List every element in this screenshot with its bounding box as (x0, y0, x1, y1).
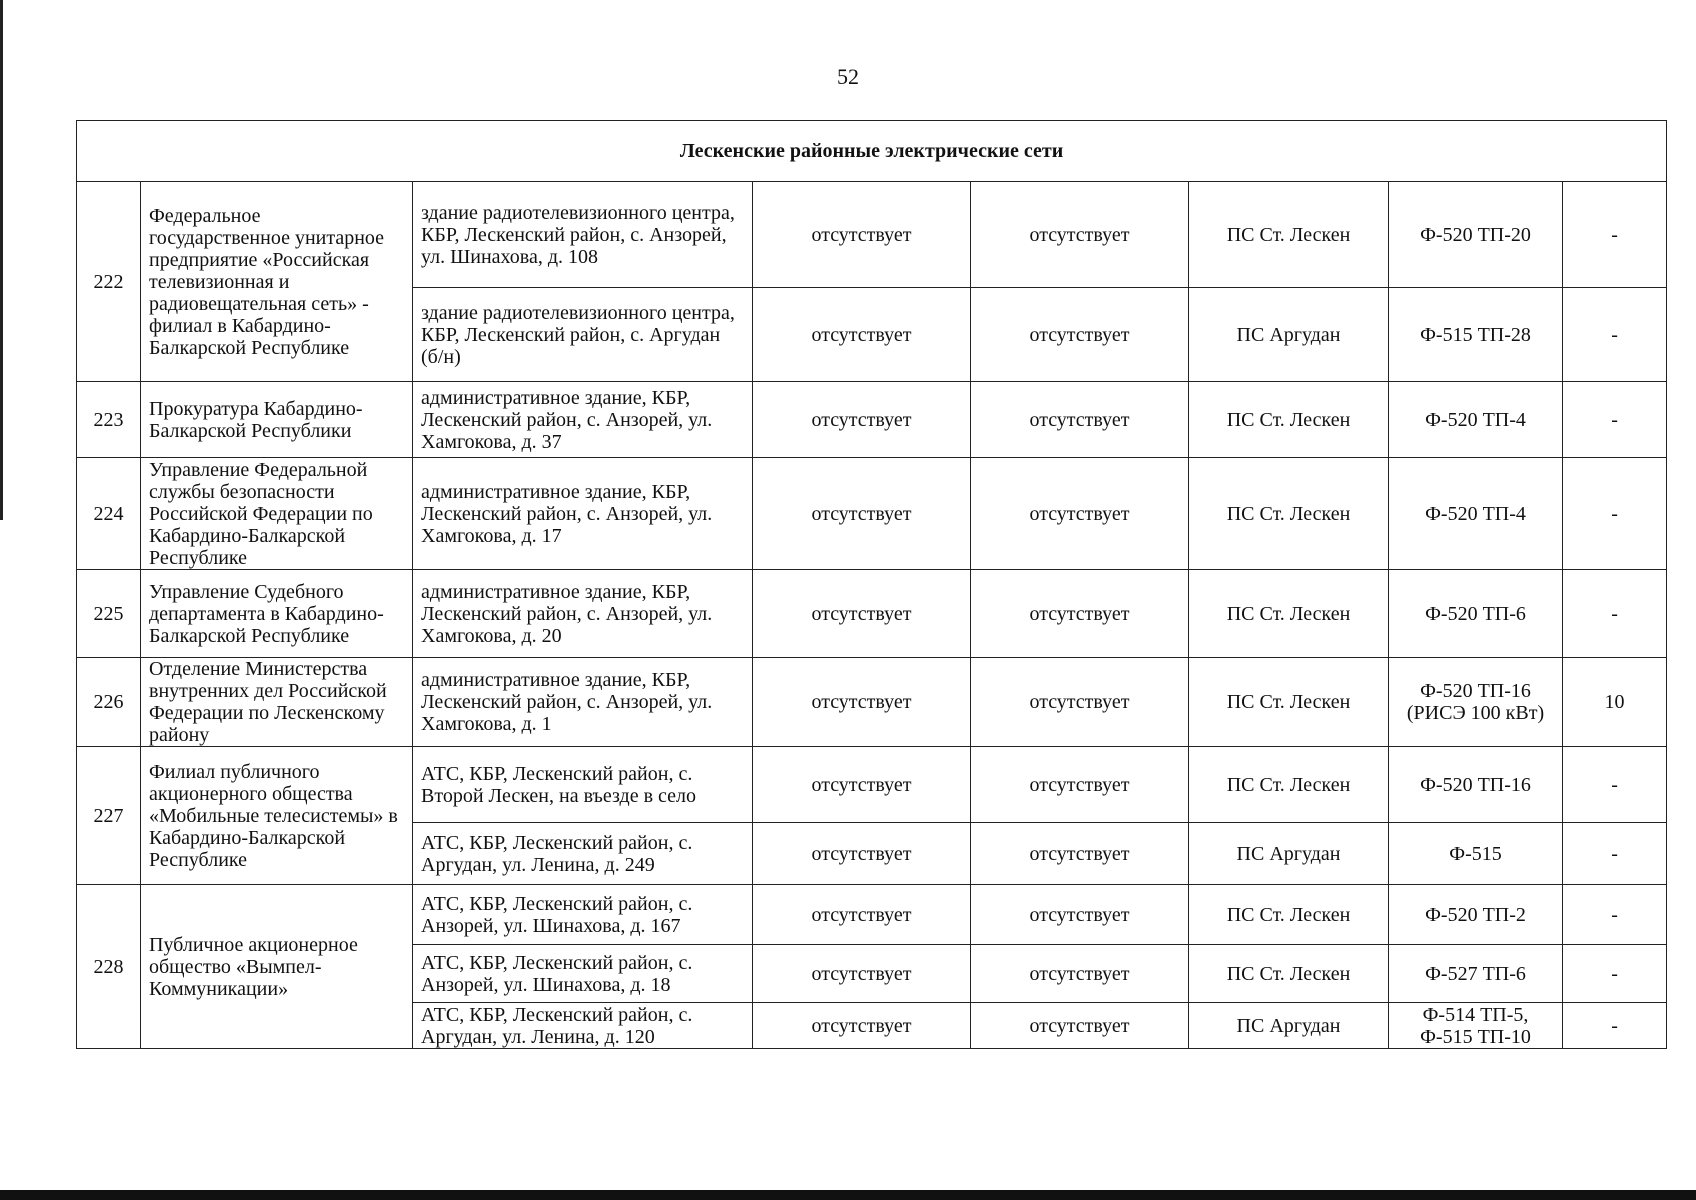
cell-col3: отсутствует (753, 458, 971, 570)
facility-address: АТС, КБР, Лескенский район, с. Анзорей, ул. Шинахова, д. 167 (413, 885, 753, 945)
feeder-cell: Ф-520 ТП-4 (1389, 382, 1563, 458)
cell-col4: отсутствует (971, 1003, 1189, 1049)
feeder-cell: Ф-520 ТП-6 (1389, 570, 1563, 658)
facility-address: административное здание, КБР, Лескенский район, с. Анзорей, ул. Хамгокова, д. 20 (413, 570, 753, 658)
table-row (77, 182, 1667, 288)
row-number: 226 (77, 658, 141, 747)
facility-address: АТС, КБР, Лескенский район, с. Второй Лескен, на въезде в село (413, 747, 753, 823)
table-row (77, 658, 1667, 747)
cell-col3: отсутствует (753, 1003, 971, 1049)
substation-cell: ПС Ст. Лескен (1189, 945, 1389, 1003)
last-cell: - (1563, 823, 1667, 885)
last-cell: - (1563, 945, 1667, 1003)
substation-cell: ПС Ст. Лескен (1189, 747, 1389, 823)
facility-address: АТС, КБР, Лескенский район, с. Аргудан, ул. Ленина, д. 120 (413, 1003, 753, 1049)
substation-cell: ПС Аргудан (1189, 823, 1389, 885)
facility-address: административное здание, КБР, Лескенский район, с. Анзорей, ул. Хамгокова, д. 17 (413, 458, 753, 570)
facility-address: здание радиотелевизионного центра, КБР, Лескенский район, с. Аргудан (б/н) (413, 288, 753, 382)
feeder-cell: Ф-520 ТП-16 (1389, 747, 1563, 823)
cell-col3: отсутствует (753, 823, 971, 885)
row-number: 222 (77, 182, 141, 382)
last-cell: - (1563, 288, 1667, 382)
feeder-cell: Ф-515 (1389, 823, 1563, 885)
table-row (77, 458, 1667, 570)
scan-edge-bottom (0, 1190, 1696, 1200)
row-number: 224 (77, 458, 141, 570)
cell-col4: отсутствует (971, 945, 1189, 1003)
feeder-cell: Ф-515 ТП-28 (1389, 288, 1563, 382)
cell-col3: отсутствует (753, 570, 971, 658)
cell-col3: отсутствует (753, 945, 971, 1003)
last-cell: - (1563, 570, 1667, 658)
cell-col4: отсутствует (971, 823, 1189, 885)
organization-name: Отделение Министерства внутренних дел Российской Федерации по Лескенскому району (141, 658, 413, 747)
substation-cell: ПС Аргудан (1189, 288, 1389, 382)
organization-name: Управление Федеральной службы безопасности Российской Федерации по Кабардино-Балкарской Республике (141, 458, 413, 570)
facility-address: административное здание, КБР, Лескенский район, с. Анзорей, ул. Хамгокова, д. 37 (413, 382, 753, 458)
row-number: 227 (77, 747, 141, 885)
cell-col4: отсутствует (971, 747, 1189, 823)
facilities-table (76, 120, 1667, 1049)
last-cell: - (1563, 747, 1667, 823)
organization-name: Публичное акционерное общество «Вымпел-Коммуникации» (141, 885, 413, 1049)
cell-col3: отсутствует (753, 288, 971, 382)
last-cell: - (1563, 382, 1667, 458)
substation-cell: ПС Ст. Лескен (1189, 658, 1389, 747)
cell-col3: отсутствует (753, 747, 971, 823)
last-cell: - (1563, 182, 1667, 288)
substation-cell: ПС Ст. Лескен (1189, 382, 1389, 458)
substation-cell: ПС Ст. Лескен (1189, 570, 1389, 658)
section-title: Лескенские районные электрические сети (77, 121, 1667, 182)
table-row (77, 747, 1667, 823)
facility-address: административное здание, КБР, Лескенский район, с. Анзорей, ул. Хамгокова, д. 1 (413, 658, 753, 747)
cell-col4: отсутствует (971, 458, 1189, 570)
substation-cell: ПС Ст. Лескен (1189, 182, 1389, 288)
cell-col3: отсутствует (753, 382, 971, 458)
cell-col4: отсутствует (971, 658, 1189, 747)
last-cell: - (1563, 885, 1667, 945)
substation-cell: ПС Аргудан (1189, 1003, 1389, 1049)
cell-col4: отсутствует (971, 885, 1189, 945)
feeder-cell: Ф-527 ТП-6 (1389, 945, 1563, 1003)
table-row (77, 885, 1667, 945)
feeder-cell: Ф-520 ТП-16 (РИСЭ 100 кВт) (1389, 658, 1563, 747)
table-row (77, 382, 1667, 458)
facility-address: здание радиотелевизионного центра, КБР, Лескенский район, с. Анзорей, ул. Шинахова, д. 108 (413, 182, 753, 288)
feeder-cell: Ф-520 ТП-4 (1389, 458, 1563, 570)
facility-address: АТС, КБР, Лескенский район, с. Аргудан, ул. Ленина, д. 249 (413, 823, 753, 885)
substation-cell: ПС Ст. Лескен (1189, 885, 1389, 945)
last-cell: 10 (1563, 658, 1667, 747)
last-cell: - (1563, 1003, 1667, 1049)
last-cell: - (1563, 458, 1667, 570)
page-number: 52 (837, 64, 859, 89)
cell-col4: отсутствует (971, 570, 1189, 658)
row-number: 228 (77, 885, 141, 1049)
organization-name: Прокуратура Кабардино-Балкарской Республики (141, 382, 413, 458)
organization-name: Филиал публичного акционерного общества «Мобильные телесистемы» в Кабардино-Балкарской Республике (141, 747, 413, 885)
feeder-cell: Ф-514 ТП-5, Ф-515 ТП-10 (1389, 1003, 1563, 1049)
cell-col4: отсутствует (971, 382, 1189, 458)
organization-name: Управление Судебного департамента в Кабардино-Балкарской Республике (141, 570, 413, 658)
table-row (77, 570, 1667, 658)
feeder-cell: Ф-520 ТП-2 (1389, 885, 1563, 945)
feeder-cell: Ф-520 ТП-20 (1389, 182, 1563, 288)
cell-col3: отсутствует (753, 885, 971, 945)
row-number: 223 (77, 382, 141, 458)
cell-col3: отсутствует (753, 658, 971, 747)
facility-address: АТС, КБР, Лескенский район, с. Анзорей, ул. Шинахова, д. 18 (413, 945, 753, 1003)
cell-col4: отсутствует (971, 288, 1189, 382)
row-number: 225 (77, 570, 141, 658)
cell-col4: отсутствует (971, 182, 1189, 288)
organization-name: Федеральное государственное унитарное предприятие «Российская телевизионная и радиовещательная сеть» - филиал в Кабардино-Балкарской Республике (141, 182, 413, 382)
cell-col3: отсутствует (753, 182, 971, 288)
substation-cell: ПС Ст. Лескен (1189, 458, 1389, 570)
